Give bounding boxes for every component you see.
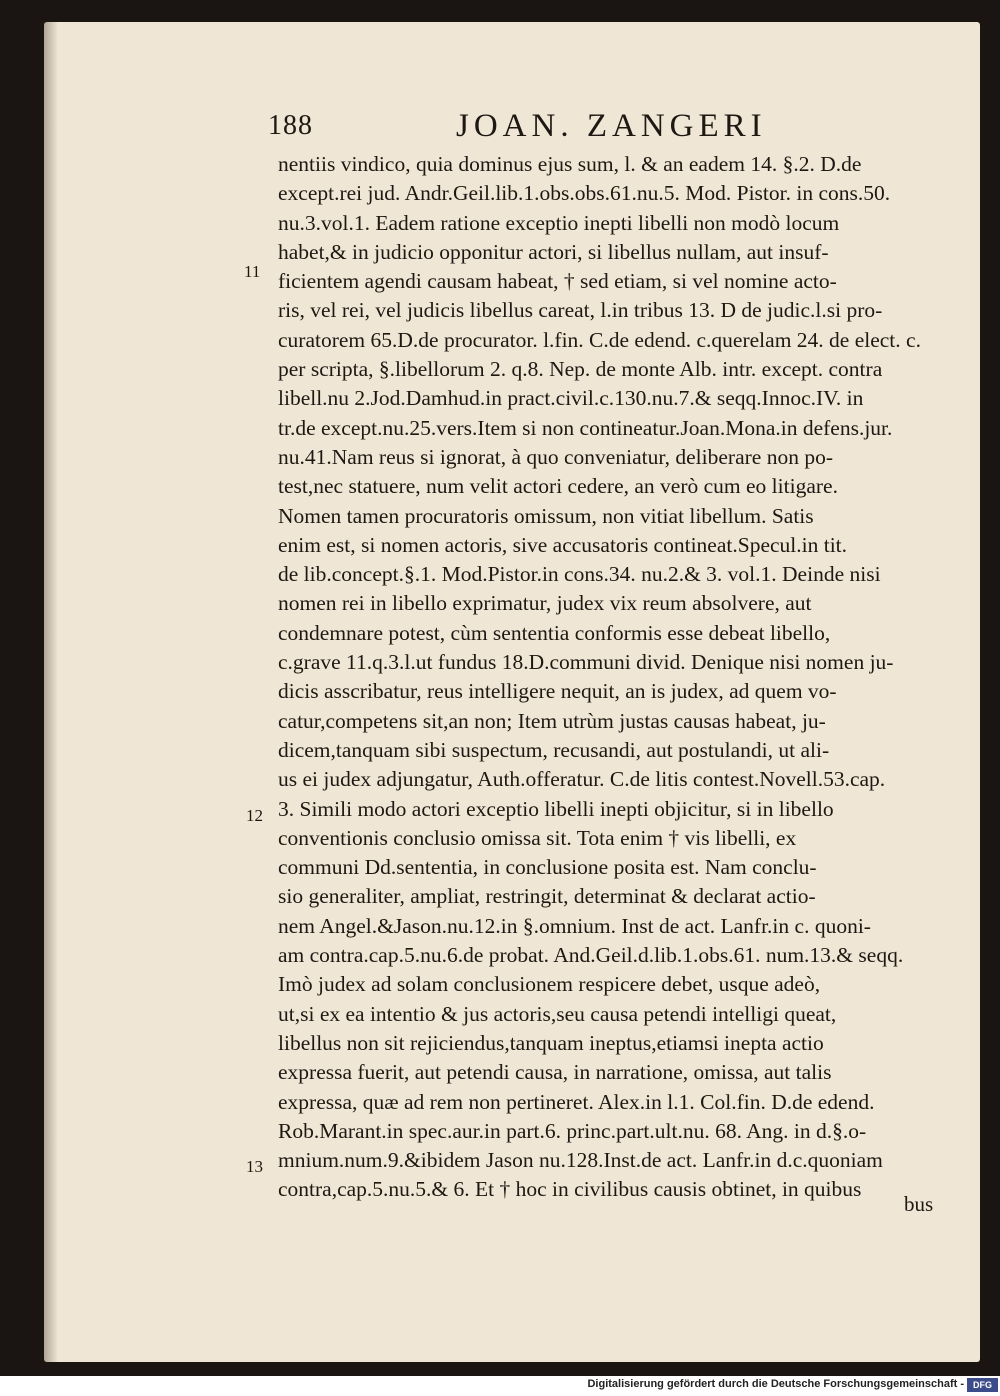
text-line: expressa fuerit, aut petendi causa, in narratione, omissa, aut talis: [278, 1060, 832, 1085]
page-gutter-shadow: [44, 22, 58, 1362]
text-line: dicem,tanquam sibi suspectum, recusandi, aut postulandi, ut ali-: [278, 737, 830, 762]
text-line: Rob.Marant.in spec.aur.in part.6. princ.part.ult.nu. 68. Ang. in d.§.o-: [278, 1118, 867, 1143]
text-line: ris, vel rei, vel judicis libellus careat, l.in tribus 13. D de judic.l.si pro-: [278, 298, 883, 323]
page-number: 188: [268, 110, 313, 141]
text-line: ut,si ex ea intentio & jus actoris,seu causa petendi intelligi queat,: [278, 1001, 837, 1026]
text-line: am contra.cap.5.nu.6.de probat. And.Geil.d.lib.1.obs.61. num.13.& seqq.: [278, 943, 904, 968]
footer-bar: [0, 1376, 1000, 1396]
text-line: de lib.concept.§.1. Mod.Pistor.in cons.34. nu.2.& 3. vol.1. Deinde nisi: [278, 562, 881, 587]
text-line: dicis asscribatur, reus intelligere nequit, an is judex, ad quem vo-: [278, 679, 837, 704]
text-line: nem Angel.&Jason.nu.12.in §.omnium. Inst de act. Lanfr.in c. quoni-: [278, 913, 871, 938]
text-line: per scripta, §.libellorum 2. q.8. Nep. de monte Alb. intr. except. contra: [278, 357, 883, 382]
text-line: conventionis conclusio omissa sit. Tota enim † vis libelli, ex: [278, 825, 797, 850]
text-line: catur,competens sit,an non; Item utrùm justas causas habeat, ju-: [278, 708, 826, 733]
catchword: bus: [904, 1192, 934, 1216]
text-line: enim est, si nomen actoris, sive accusatoris contineat.Specul.in tit.: [278, 532, 848, 557]
margin-number-13: 13: [246, 1157, 263, 1176]
text-line: mnium.num.9.&ibidem Jason nu.128.Inst.de act. Lanfr.in d.c.quoniam: [278, 1148, 883, 1173]
text-line: condemnare potest, cùm sententia conformis esse debeat libello,: [278, 620, 831, 645]
funding-credit: Digitalisierung gefördert durch die Deutsche Forschungsgemeinschaft -: [587, 1378, 964, 1390]
text-line: habet,& in judicio opponitur actori, si libellus nullam, aut insuf-: [278, 239, 829, 264]
text-line: nentiis vindico, quia dominus ejus sum, l. & an eadem 14. §.2. D.de: [278, 152, 862, 176]
text-line: c.grave 11.q.3.l.ut fundus 18.D.communi divid. Denique nisi nomen ju-: [278, 650, 894, 675]
body-text: [278, 150, 958, 1205]
text-line: us ei judex adjungatur, Auth.offeratur. C.de litis contest.Novell.53.cap.: [278, 767, 886, 792]
text-line: expressa, quæ ad rem non pertineret. Alex.in l.1. Col.fin. D.de edend.: [278, 1089, 875, 1114]
text-line: curatorem 65.D.de procurator. l.fin. C.de edend. c.querelam 24. de elect. c.: [278, 327, 921, 352]
text-line: contra,cap.5.nu.5.& 6. Et † hoc in civilibus causis obtinet, in quibus: [278, 1177, 862, 1202]
text-line: nu.3.vol.1. Eadem ratione exceptio inepti libelli non modò locum: [278, 210, 840, 235]
text-line: libell.nu 2.Jod.Damhud.in pract.civil.c.130.nu.7.& seqq.Innoc.IV. in: [278, 386, 864, 411]
text-line: libellus non sit rejiciendus,tanquam ineptus,etiamsi inepta actio: [278, 1030, 824, 1055]
text-line: test,nec statuere, num velit actori cedere, an verò cum eo litigare.: [278, 474, 838, 499]
text-line: Nomen tamen procuratoris omissum, non vitiat libellum. Satis: [278, 503, 814, 528]
dfg-logo: DFG: [967, 1378, 998, 1392]
page-header: [268, 108, 968, 148]
text-line: communi Dd.sententia, in conclusione posita est. Nam conclu-: [278, 855, 817, 880]
margin-number-11: 11: [244, 262, 261, 281]
text-line: ficientem agendi causam habeat, † sed etiam, si vel nomine acto-: [278, 269, 837, 294]
running-head: JOAN. ZANGERI: [456, 108, 767, 144]
text-line: nu.41.Nam reus si ignorat, à quo conveniatur, deliberare non po-: [278, 444, 833, 469]
text-line: except.rei jud. Andr.Geil.lib.1.obs.obs.61.nu.5. Mod. Pistor. in cons.50.: [278, 181, 891, 206]
text-line: Imò judex ad solam conclusionem respicere debet, usque adeò,: [278, 972, 821, 997]
text-line: 3. Simili modo actori exceptio libelli inepti objicitur, si in libello: [278, 796, 834, 821]
text-line: sio generaliter, ampliat, restringit, determinat & declarat actio-: [278, 884, 816, 909]
text-line: tr.de except.nu.25.vers.Item si non contineatur.Joan.Mona.in defens.jur.: [278, 415, 893, 440]
margin-number-12: 12: [246, 806, 263, 825]
text-line: nomen rei in libello exprimatur, judex vix reum absolvere, aut: [278, 591, 812, 616]
